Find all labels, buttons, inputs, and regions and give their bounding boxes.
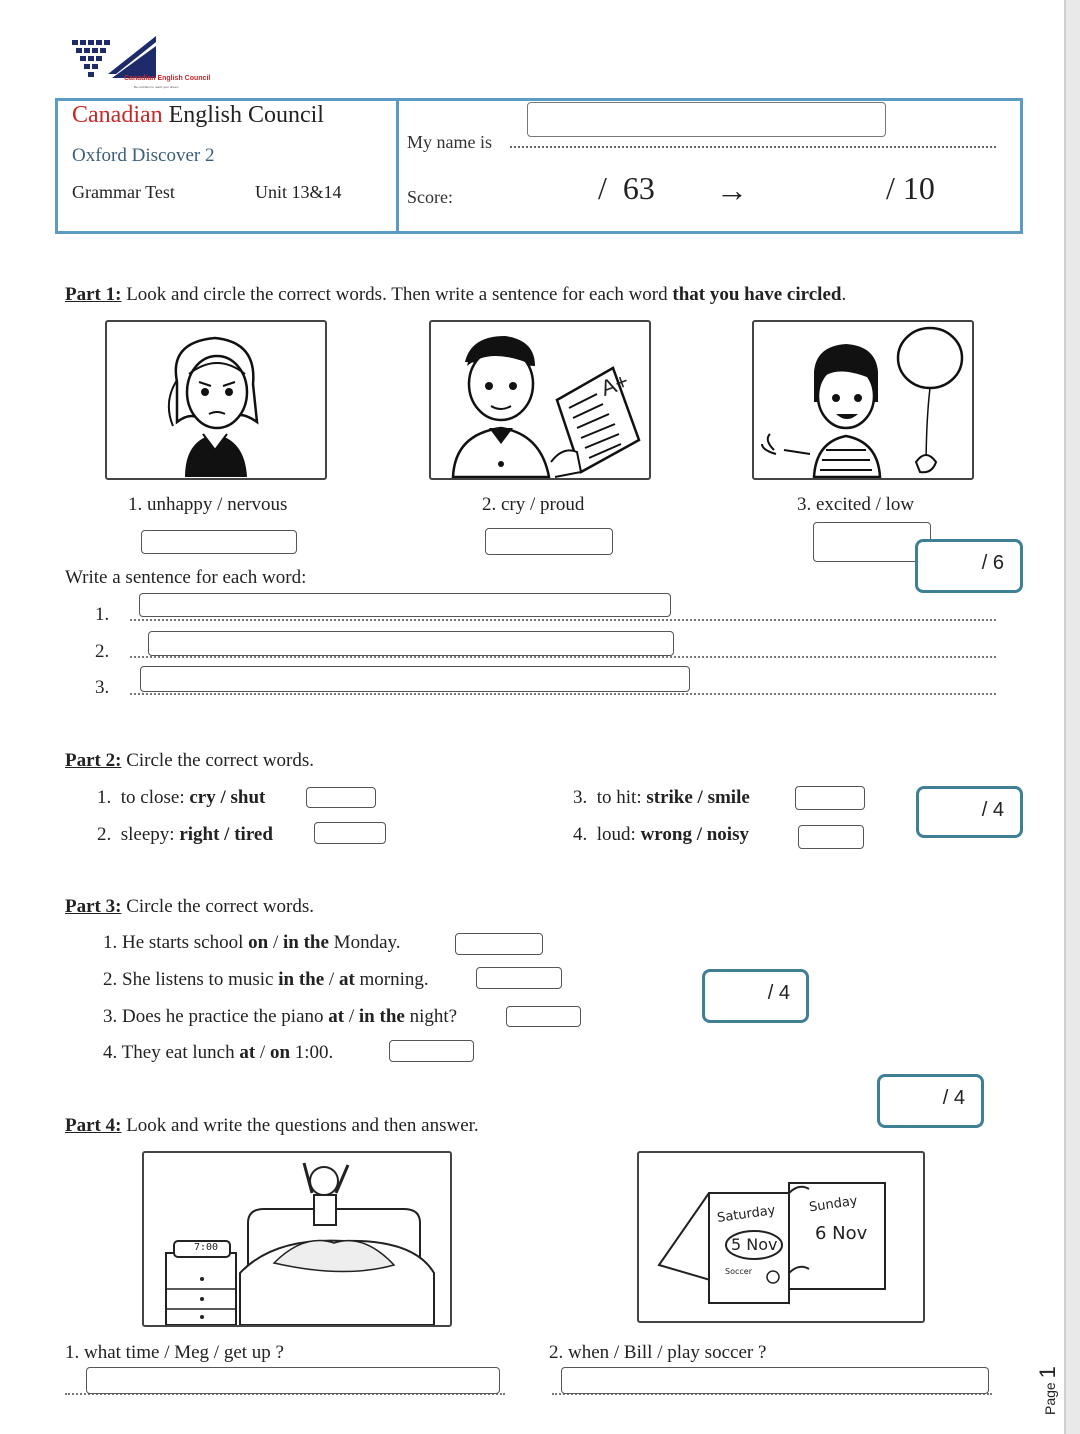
calendar-date-2: 6 Nov bbox=[815, 1223, 868, 1244]
sentence-input-1[interactable] bbox=[139, 593, 671, 617]
part1-item-3: 3. excited / low bbox=[797, 494, 915, 515]
part1-item-1: 1. unhappy / nervous bbox=[128, 494, 288, 515]
part3-answer-1[interactable] bbox=[455, 933, 543, 955]
calendar-day-1: Saturday bbox=[716, 1202, 777, 1227]
part4-heading: Part 4: Look and write the questions and then answer. bbox=[65, 1115, 479, 1136]
arrow-right-icon: → bbox=[716, 172, 748, 208]
page-number-label: Page 1 bbox=[1035, 1366, 1060, 1415]
part2-item-4: 4. loud: wrong / noisy bbox=[573, 824, 749, 845]
council-logo bbox=[72, 36, 232, 94]
part2-answer-3[interactable] bbox=[795, 786, 865, 810]
part3-score-box[interactable]: / 4 bbox=[702, 969, 809, 1023]
part4-question-2: 2. when / Bill / play soccer ? bbox=[549, 1342, 767, 1363]
unit-label: Unit 13&14 bbox=[255, 182, 342, 202]
part3-answer-3[interactable] bbox=[506, 1006, 581, 1027]
part1-score-box[interactable]: / 6 bbox=[915, 539, 1023, 593]
answer-box-1[interactable] bbox=[141, 530, 297, 554]
score-out-of: / 10 bbox=[886, 170, 935, 206]
answer-box-2[interactable] bbox=[485, 528, 613, 555]
part1-item-2: 2. cry / proud bbox=[482, 494, 585, 515]
line-number-3: 3. bbox=[95, 677, 110, 698]
school-name: Canadian English Council bbox=[72, 102, 324, 128]
logo-text: Canadian English Council bbox=[124, 75, 211, 82]
picture-boy-waking-up bbox=[142, 1151, 452, 1327]
clock-display: 7:00 bbox=[194, 1242, 219, 1253]
part1-heading: Part 1: Look and circle the correct words. Then write a sentence for each word that you have circled. bbox=[65, 284, 847, 305]
name-input[interactable] bbox=[527, 102, 886, 137]
header-divider bbox=[396, 98, 399, 234]
part3-item-3: 3. Does he practice the piano at / in the night? bbox=[103, 1006, 458, 1027]
part4-answer-input-1[interactable] bbox=[86, 1367, 500, 1394]
write-sentence-label: Write a sentence for each word: bbox=[65, 567, 307, 588]
part2-answer-1[interactable] bbox=[306, 787, 376, 808]
sentence-input-2[interactable] bbox=[148, 631, 674, 656]
paper-grade: A+ bbox=[597, 368, 632, 401]
part2-item-1: 1. to close: cry / shut bbox=[97, 787, 266, 808]
part2-heading: Part 2: Circle the correct words. bbox=[65, 750, 315, 771]
part3-answer-4[interactable] bbox=[389, 1040, 474, 1062]
score-label: Score: bbox=[407, 187, 453, 207]
part2-answer-4[interactable] bbox=[798, 825, 864, 849]
part3-item-1: 1. He starts school on / in the Monday. bbox=[103, 932, 401, 953]
line-number-2: 2. bbox=[95, 641, 110, 662]
part2-score-box[interactable]: / 4 bbox=[916, 786, 1023, 838]
part3-heading: Part 3: Circle the correct words. bbox=[65, 896, 315, 917]
sentence-input-3[interactable] bbox=[140, 666, 690, 692]
part4-score-box[interactable]: / 4 bbox=[877, 1074, 984, 1128]
part3-item-2: 2. She listens to music in the / at morning. bbox=[103, 969, 429, 990]
part4-answer-input-2[interactable] bbox=[561, 1367, 989, 1394]
name-label: My name is bbox=[407, 132, 492, 152]
calendar-note: Soccer bbox=[725, 1267, 752, 1276]
part3-item-4: 4. They eat lunch at / on 1:00. bbox=[103, 1042, 334, 1063]
page-edge-line bbox=[1064, 0, 1066, 1434]
name-dotted-line bbox=[510, 146, 996, 148]
logo-tagline: Be confident to reach your dream bbox=[134, 85, 179, 89]
test-label: Grammar Test bbox=[72, 182, 175, 202]
picture-nervous-girl bbox=[105, 320, 327, 480]
score-total: / 63 bbox=[598, 170, 655, 206]
calendar-date-1: 5 Nov bbox=[731, 1235, 778, 1254]
part2-item-3: 3. to hit: strike / smile bbox=[573, 787, 750, 808]
picture-calendar bbox=[637, 1151, 925, 1323]
course-name: Oxford Discover 2 bbox=[72, 145, 215, 166]
part3-answer-2[interactable] bbox=[476, 967, 562, 989]
sentence-line-3 bbox=[130, 693, 996, 695]
sentence-line-1 bbox=[130, 619, 996, 621]
picture-proud-boy bbox=[429, 320, 651, 480]
page-edge bbox=[1066, 0, 1080, 1434]
answer-box-3[interactable] bbox=[813, 522, 931, 562]
sentence-line-2 bbox=[130, 656, 996, 658]
picture-excited-girl bbox=[752, 320, 974, 480]
part4-question-1: 1. what time / Meg / get up ? bbox=[65, 1342, 284, 1363]
line-number-1: 1. bbox=[95, 604, 110, 625]
part2-answer-2[interactable] bbox=[314, 822, 386, 844]
calendar-day-2: Sunday bbox=[808, 1193, 859, 1216]
part2-item-2: 2. sleepy: right / tired bbox=[97, 824, 273, 845]
